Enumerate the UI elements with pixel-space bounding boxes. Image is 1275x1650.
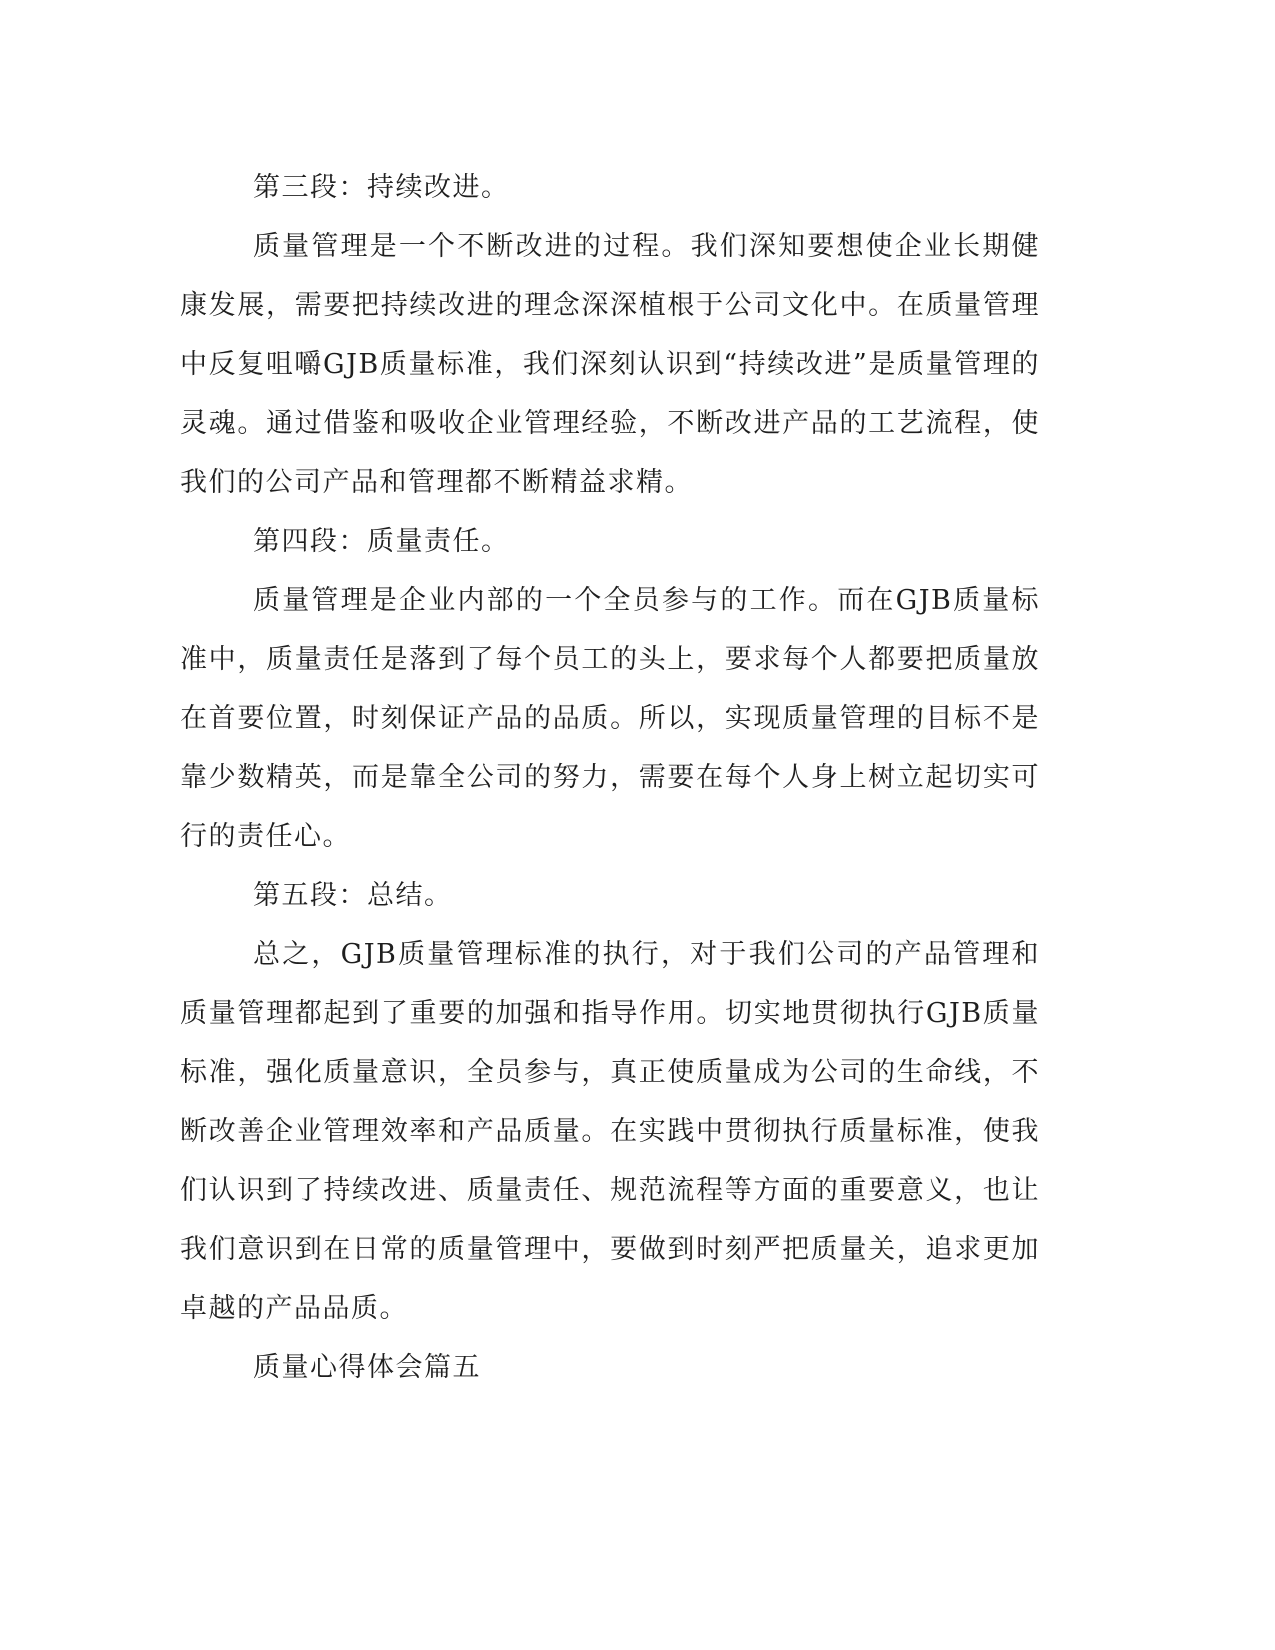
body-paragraph-summary: 总之，GJB质量管理标准的执行，对于我们公司的产品管理和质量管理都起到了重要的加强和指导作用。切实地贯彻执行GJB质量标准，强化质量意识，全员参与，真正使质量成为公司的生命线，不断改善企业管理效率和产品质量。在实践中贯彻执行质量标准，使我们认识到了持续改进、质量责任、规范流程等方面的重要意义，也让我们意识到在日常的质量管理中，要做到时刻严把质量关，追求更加卓越的产品品质。 xyxy=(180,939,1040,1324)
section-heading-3: 第三段：持续改进。 xyxy=(253,172,510,203)
body-paragraph-quality-responsibility: 质量管理是企业内部的一个全员参与的工作。而在GJB质量标准中，质量责任是落到了每个员工的头上，要求每个人都要把质量放在首要位置，时刻保证产品的品质。所以，实现质量管理的目标不是靠少数精英，而是靠全公司的努力，需要在每个人身上树立起切实可行的责任心。 xyxy=(180,585,1040,852)
article-title-part-5: 质量心得体会篇五 xyxy=(253,1352,481,1383)
document-page xyxy=(180,158,1040,1397)
section-heading-5: 第五段：总结。 xyxy=(253,880,453,911)
body-paragraph-continuous-improvement: 质量管理是一个不断改进的过程。我们深知要想使企业长期健康发展，需要把持续改进的理念深深植根于公司文化中。在质量管理中反复咀嚼GJB质量标准，我们深刻认识到“持续改进”是质量管理的灵魂。通过借鉴和吸收企业管理经验，不断改进产品的工艺流程，使我们的公司产品和管理都不断精益求精。 xyxy=(180,231,1040,498)
section-heading-4: 第四段：质量责任。 xyxy=(253,526,510,557)
